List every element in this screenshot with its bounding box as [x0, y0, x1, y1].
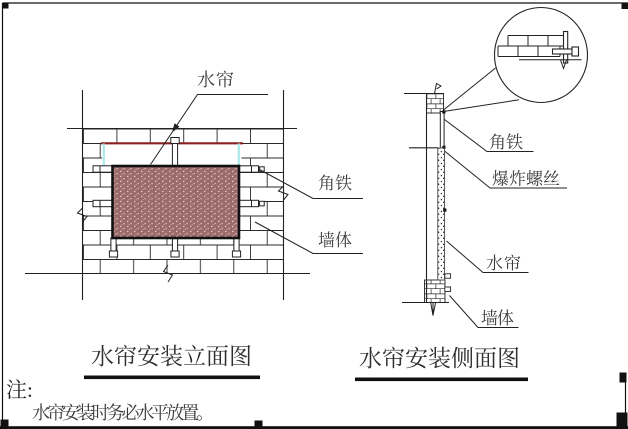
side-angle-iron	[440, 112, 444, 149]
detail-bolt-head	[572, 47, 579, 56]
elevation-curtain-label: 水帘	[197, 70, 238, 90]
bottom-hanger-shaft	[111, 238, 116, 252]
side-wall-bottom-section	[425, 280, 446, 303]
elevation-caption: 水帘安装立面图	[91, 344, 253, 369]
side-angle-iron-label: 角铁	[489, 133, 526, 152]
right-bolt	[238, 166, 259, 172]
top-hanger-cap	[171, 138, 179, 144]
side-explosion-bolt-label: 爆炸螺丝	[492, 169, 563, 189]
opening-band	[102, 142, 242, 168]
side-caption-underline	[355, 378, 528, 382]
curtain-strip-bolt-mid	[443, 209, 446, 212]
top-hanger-bracket	[171, 138, 179, 169]
detail-bolt-shaft	[553, 49, 575, 54]
corner-mark-bottom-left	[1, 420, 9, 429]
detail-angle-iron	[564, 32, 568, 64]
curtain-strip-clip	[445, 274, 451, 278]
side-curtain-label: 水帘	[486, 254, 524, 273]
corner-mark-top-left	[3, 3, 9, 9]
bottom-hanger-cap	[109, 251, 117, 257]
note-body: 水帘安装时务必水平放置。	[32, 403, 214, 423]
right-bolt-tip	[260, 201, 265, 206]
bottom-hanger-shaft	[172, 238, 177, 252]
mark-right-mid	[620, 373, 627, 383]
curtain-strip-clip	[445, 287, 451, 291]
corner-mark-bottom-right	[617, 413, 628, 428]
right-bolt	[238, 200, 259, 206]
elevation-caption-underline	[84, 376, 260, 380]
bottom-hanger-shaft	[234, 238, 239, 252]
elevation-angle-iron-label: 角铁	[318, 174, 355, 193]
side-wall-label: 墙体	[481, 309, 517, 328]
corner-mark-top-right	[622, 3, 628, 10]
bottom-hanger-cap	[232, 251, 240, 257]
bottom-hanger-cap	[171, 251, 179, 257]
side-curtain-strip	[438, 148, 445, 280]
note-prefix: 注:	[6, 378, 33, 402]
curtain-housing-box	[113, 166, 240, 238]
elevation-wall-label: 墙体	[318, 231, 355, 250]
mark-bottom-center	[255, 421, 263, 429]
side-wall-top-section	[427, 94, 444, 114]
top-hanger-shaft	[172, 144, 177, 169]
side-caption: 水帘安装侧面图	[359, 346, 521, 371]
